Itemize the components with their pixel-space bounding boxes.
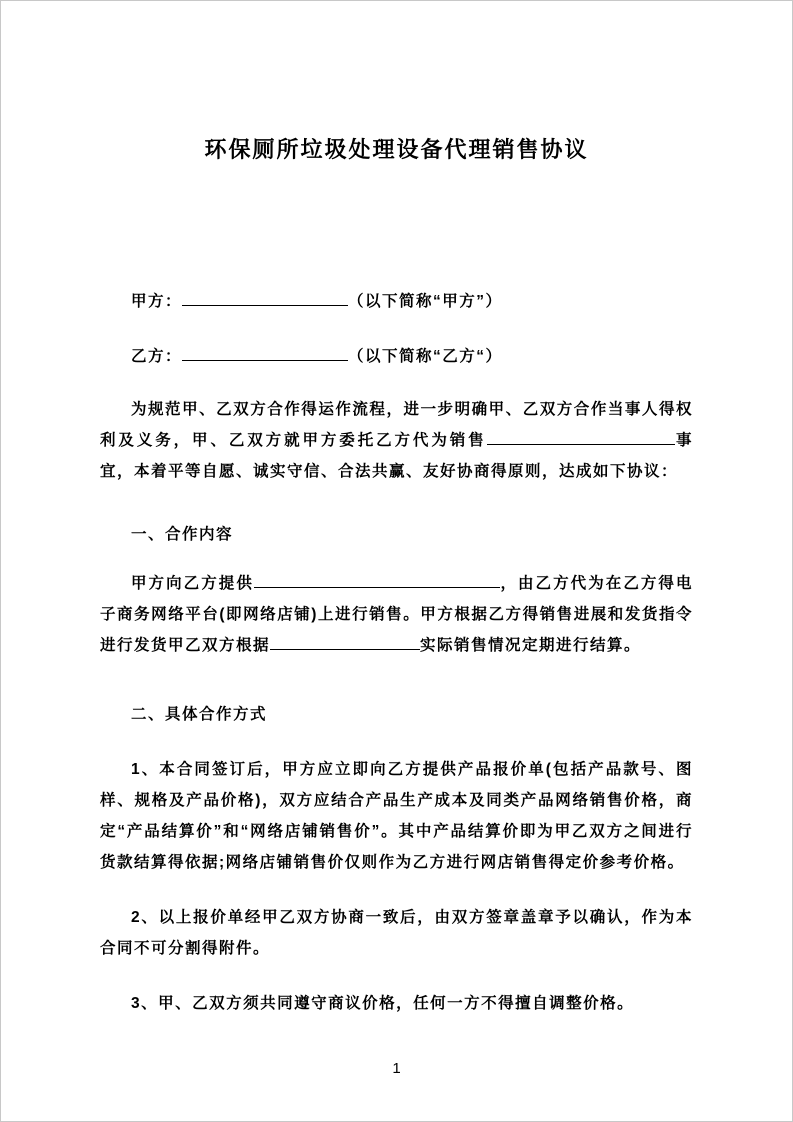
section-2-item-2: 2、以上报价单经甲乙双方协商一致后，由双方签章盖章予以确认，作为本合同不可分割得附件。	[100, 909, 693, 957]
intro-paragraph	[100, 394, 693, 487]
section-1-paragraph	[100, 568, 693, 661]
document-content	[1, 134, 792, 1019]
party-a-line	[100, 286, 693, 317]
document-title: 环保厕所垃圾处理设备代理销售协议	[204, 137, 589, 162]
party-b-line	[100, 341, 693, 372]
party-a-suffix: （以下简称“甲方”）	[348, 293, 503, 310]
section-2-heading: 二、具体合作方式	[131, 706, 268, 723]
party-b-suffix: （以下简称“乙方“）	[348, 348, 503, 365]
party-a-blank-field	[182, 290, 348, 306]
section-1-text-1: 甲方向乙方提供	[131, 575, 254, 592]
party-b-label: 乙方：	[131, 348, 183, 365]
section-1-blank-field-1	[254, 572, 500, 588]
section-1-text-2: ，由乙方代为在乙方得电子商务网络平台(即网络店铺)上进行销售。甲方根据乙方得销售进展和发货指令进行发货甲乙双方根据	[100, 575, 693, 654]
section-2-item-1: 1、本合同签订后，甲方应立即向乙方提供产品报价单(包括产品款号、图样、规格及产品价格)，双方应结合产品生产成本及同类产品网络销售价格，商定“产品结算价”和“网络店铺销售价”。其中产品结算价即为甲乙双方之间进行货款结算得依据;网络店铺销售价仅则作为乙方进行网店销售得定价参考价格。	[100, 761, 693, 871]
page-number: 1	[392, 1060, 401, 1077]
party-a-label: 甲方：	[131, 293, 183, 310]
section-1-text-3: 实际销售情况定期进行结算。	[420, 637, 642, 654]
section-2-item-3: 3、甲、乙双方须共同遵守商议价格，任何一方不得擅自调整价格。	[131, 995, 635, 1012]
intro-text-1: 为规范甲、乙双方合作得运作流程，进一步明确甲、乙双方合作当事人得权利及义务，甲、乙双方就甲方委托乙方代为销售	[100, 401, 693, 449]
intro-blank-field	[487, 429, 675, 445]
intro-text-2: 事宜，本着平等自愿、诚实守信、合法共赢、友好协商得原则，达成如下协议：	[100, 432, 693, 480]
section-1-blank-field-2	[270, 634, 420, 650]
section-1-heading: 一、合作内容	[131, 526, 234, 543]
party-b-blank-field	[182, 345, 348, 361]
